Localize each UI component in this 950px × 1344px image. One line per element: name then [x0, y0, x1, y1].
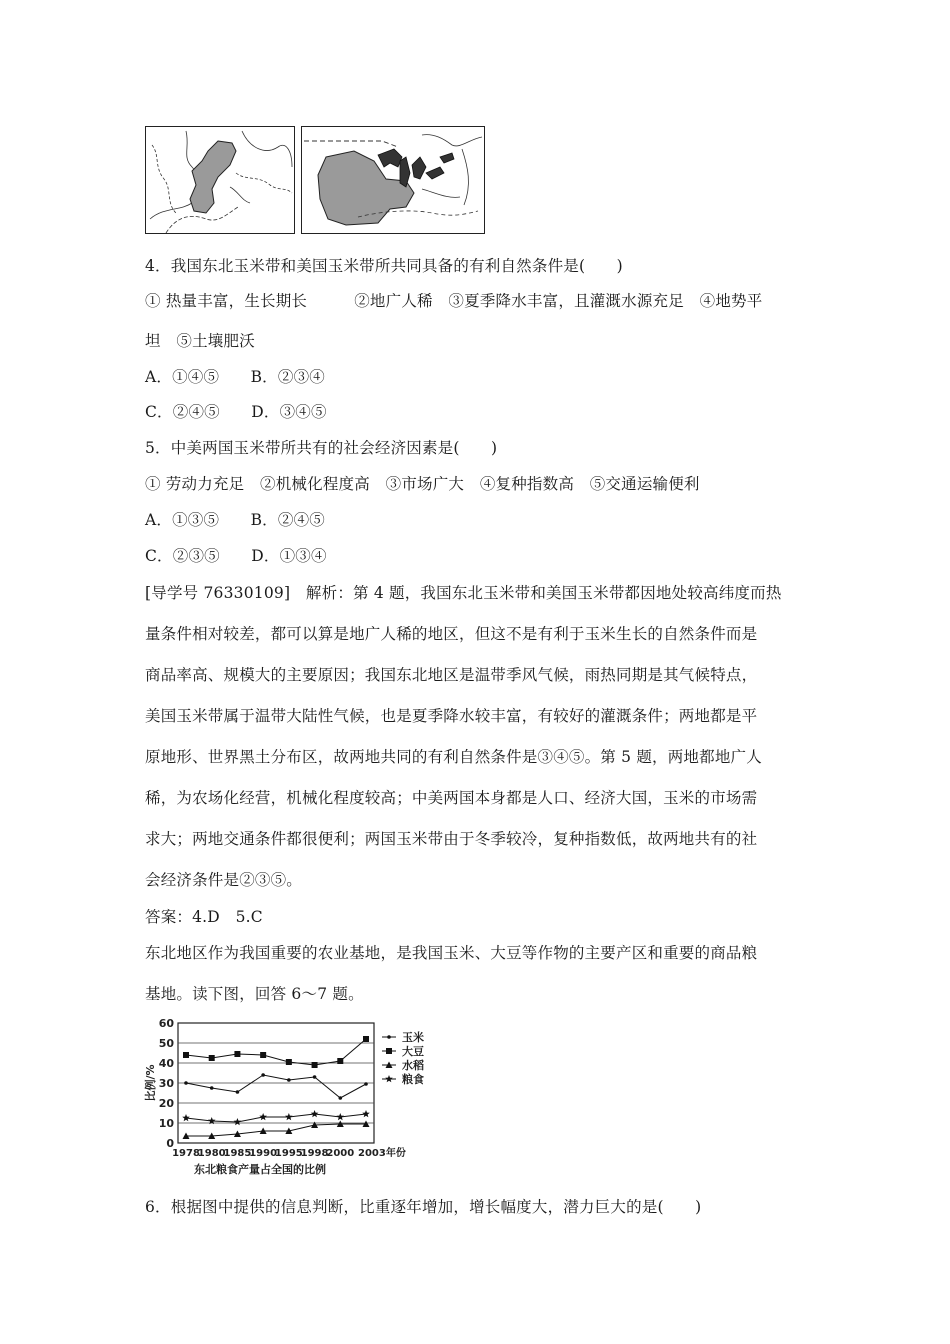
chart-x-tick-label: 1990	[249, 1148, 278, 1159]
chart-y-tick-label: 60	[158, 1017, 174, 1030]
chart-x-tick-label: 1998	[300, 1148, 329, 1159]
chart-point-大豆	[183, 1052, 189, 1058]
analysis-line: 原地形、世界黑土分布区，故两地共同的有利自然条件是③④⑤。第 5 题，两地都地广人	[145, 748, 762, 766]
chart-point-玉米	[338, 1096, 342, 1100]
chart-y-tick-label: 20	[158, 1097, 174, 1110]
chart-x-tick-label: 1980	[197, 1148, 226, 1159]
chart-point-大豆-legend	[386, 1048, 392, 1054]
chart-point-玉米	[184, 1081, 188, 1085]
question-5-choices-ab: A．①③⑤ B．②④⑤	[145, 511, 325, 529]
analysis-line: 美国玉米带属于温带大陆性气候，也是夏季降水较丰富，有较好的灌溉条件；两地都是平	[145, 707, 758, 725]
chart-y-tick-label: 0	[166, 1137, 174, 1150]
chart-point-大豆	[312, 1062, 318, 1068]
analysis-line: [导学号 76330109] 解析：第 4 题，我国东北玉米带和美国玉米带都因地处较高纬度而热	[145, 584, 782, 602]
northeast-china-map-svg	[146, 127, 294, 233]
chart-point-玉米-legend	[387, 1035, 391, 1039]
chart-svg	[140, 1015, 440, 1175]
chart-point-粮食	[259, 1113, 267, 1120]
question-4-options-line-2: 坦 ⑤土壤肥沃	[145, 332, 255, 350]
chart-legend-label: 大豆	[402, 1045, 424, 1058]
chart-point-大豆	[234, 1051, 240, 1057]
chart-point-玉米	[364, 1082, 368, 1086]
chart-point-粮食	[362, 1110, 370, 1117]
chart-point-粮食	[234, 1118, 242, 1125]
us-map-svg	[302, 127, 484, 233]
question-5-choices-cd: C．②③⑤ D．①③④	[145, 547, 327, 565]
chart-y-axis-label: 比例/%	[144, 1064, 157, 1102]
grain-production-chart	[140, 1015, 440, 1175]
chart-point-大豆	[337, 1058, 343, 1064]
chart-series-line-玉米	[186, 1075, 366, 1098]
analysis-line: 商品率高、规模大的主要原因；我国东北地区是温带季风气候，雨热同期是其气候特点，	[145, 666, 758, 684]
intro-line-2: 基地。读下图，回答 6～7 题。	[145, 985, 364, 1003]
chart-x-tick-label: 2003年份	[358, 1148, 406, 1159]
chart-y-tick-label: 30	[158, 1077, 174, 1090]
question-4-options-line-1: ① 热量丰富，生长期长 ②地广人稀 ③夏季降水丰富，且灌溉水源充足 ④地势平	[145, 292, 763, 310]
chart-y-tick-label: 10	[158, 1117, 174, 1130]
chart-point-粮食-legend	[385, 1075, 393, 1082]
question-5-options: ① 劳动力充足 ②机械化程度高 ③市场广大 ④复种指数高 ⑤交通运输便利	[145, 475, 700, 493]
chart-x-tick-label: 2000	[326, 1148, 355, 1159]
question-5-stem: 5．中美两国玉米带所共有的社会经济因素是( )	[145, 439, 498, 457]
analysis-line: 会经济条件是②③⑤。	[145, 871, 303, 889]
chart-title: 东北粮食产量占全国的比例	[194, 1163, 326, 1175]
analysis-line: 量条件相对较差，都可以算是地广人稀的地区，但这不是有利于玉米生长的自然条件而是	[145, 625, 758, 643]
question-4-stem: 4．我国东北玉米带和美国玉米带所共同具备的有利自然条件是( )	[145, 257, 623, 275]
intro-line-1: 东北地区作为我国重要的农业基地，是我国玉米、大豆等作物的主要产区和重要的商品粮	[145, 944, 758, 962]
chart-y-tick-label: 50	[158, 1037, 174, 1050]
chart-point-玉米	[313, 1075, 317, 1079]
chart-legend-label: 水稻	[402, 1059, 424, 1072]
question-6-stem: 6．根据图中提供的信息判断，比重逐年增加，增长幅度大，潜力巨大的是( )	[145, 1198, 702, 1216]
chart-x-tick-label: 1978	[172, 1148, 200, 1159]
analysis-line: 稀，为农场化经营，机械化程度较高；中美两国本身都是人口、经济大国，玉米的市场需	[145, 789, 758, 807]
chart-point-玉米	[236, 1090, 240, 1094]
chart-point-粮食	[311, 1110, 319, 1117]
map-northeast-china-corn-belt	[145, 126, 295, 234]
answer-line: 答案：4.D 5.C	[145, 908, 263, 926]
map-us-corn-belt	[301, 126, 485, 234]
chart-legend-label: 粮食	[402, 1073, 424, 1086]
chart-point-粮食	[285, 1113, 293, 1120]
chart-x-tick-label: 1995	[274, 1148, 303, 1159]
chart-point-大豆	[209, 1055, 215, 1061]
chart-point-大豆	[363, 1036, 369, 1042]
chart-x-tick-label: 1985	[223, 1148, 252, 1159]
chart-point-玉米	[261, 1073, 265, 1077]
chart-point-大豆	[286, 1059, 292, 1065]
chart-y-tick-label: 40	[158, 1057, 174, 1070]
chart-point-玉米	[210, 1086, 214, 1090]
chart-point-粮食	[336, 1113, 344, 1120]
chart-point-玉米	[287, 1078, 291, 1082]
chart-legend-label: 玉米	[402, 1031, 424, 1044]
question-4-choices-cd: C．②④⑤ D．③④⑤	[145, 403, 327, 421]
chart-point-粮食	[182, 1114, 190, 1121]
question-4-choices-ab: A．①④⑤ B．②③④	[145, 368, 325, 386]
chart-point-大豆	[260, 1052, 266, 1058]
analysis-line: 求大；两地交通条件都很便利；两国玉米带由于冬季较冷，复种指数低，故两地共有的社	[145, 830, 758, 848]
